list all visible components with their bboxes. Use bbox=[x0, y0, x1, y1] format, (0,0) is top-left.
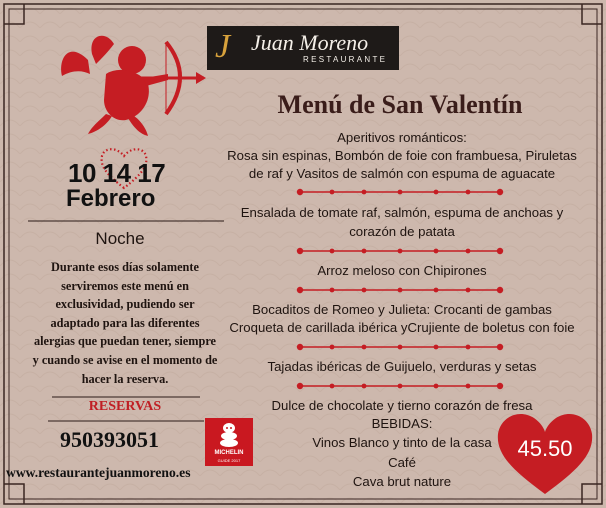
menu-line: Cava brut nature bbox=[352, 474, 452, 489]
menu-description: Durante esos días solamente serviremos este menú en exclusividad, pudiendo ser adaptado para las diferentes alergias que puedan tener, siempre y cuando se avise en el momento de hacer la reserva. bbox=[32, 260, 218, 386]
logo-subtitle: RESTAURANTE bbox=[303, 55, 388, 64]
divider bbox=[294, 246, 506, 256]
divider bbox=[294, 381, 506, 391]
menu-line: Tajadas ibéricas de Guijuelo, verduras y setas bbox=[267, 359, 537, 374]
menu-line: Croqueta de carillada ibérica yCrujiente de boletus con foie bbox=[229, 320, 575, 335]
website-link[interactable]: www.restaurantejuanmoreno.es bbox=[6, 465, 191, 480]
menu-line: Rosa sin espinas, Bombón de foie con frambuesa, Piruletas bbox=[227, 148, 577, 163]
menu-line: Ensalada de tomate raf, salmón, espuma de anchoas y bbox=[240, 205, 564, 220]
menu-line: Café bbox=[388, 455, 416, 470]
menu-line: corazón de patata bbox=[349, 224, 455, 239]
divider bbox=[294, 285, 506, 295]
service-label: Noche bbox=[95, 229, 145, 248]
reservations-label: RESERVAS bbox=[88, 399, 162, 414]
divider bbox=[294, 187, 506, 197]
menu-line: Bocaditos de Romeo y Julieta: Crocanti de gambas bbox=[252, 302, 552, 317]
event-month: Febrero bbox=[66, 185, 156, 212]
logo-name: Juan Moreno bbox=[251, 30, 369, 55]
michelin-sublabel: GUIDE 2017 bbox=[217, 458, 241, 463]
menu-line: Dulce de chocolate y tierno corazón de fresa bbox=[271, 398, 533, 413]
menu-line: Aperitivos románticos: bbox=[337, 130, 467, 145]
michelin-badge bbox=[205, 418, 253, 466]
menu-title: Menú de San Valentín bbox=[277, 90, 523, 119]
menu-price: 45.50 bbox=[517, 436, 573, 461]
michelin-bibendum-icon bbox=[217, 422, 241, 450]
menu-line: BEBIDAS: bbox=[371, 416, 433, 431]
phone-number[interactable]: 950393051 bbox=[60, 427, 159, 452]
michelin-label: MICHELIN bbox=[214, 450, 244, 456]
cupid-icon bbox=[48, 30, 208, 142]
restaurant-logo bbox=[207, 26, 399, 70]
menu-line: Vinos Blanco y tinto de la casa bbox=[312, 435, 492, 450]
menu-line: de raf y Vasitos de salmón con espuma de aguacate bbox=[248, 166, 556, 181]
divider bbox=[294, 342, 506, 352]
event-days: 10 14 17 bbox=[68, 158, 166, 188]
logo-mark: J bbox=[215, 28, 231, 65]
menu-line: Arroz meloso con Chipirones bbox=[317, 263, 487, 278]
